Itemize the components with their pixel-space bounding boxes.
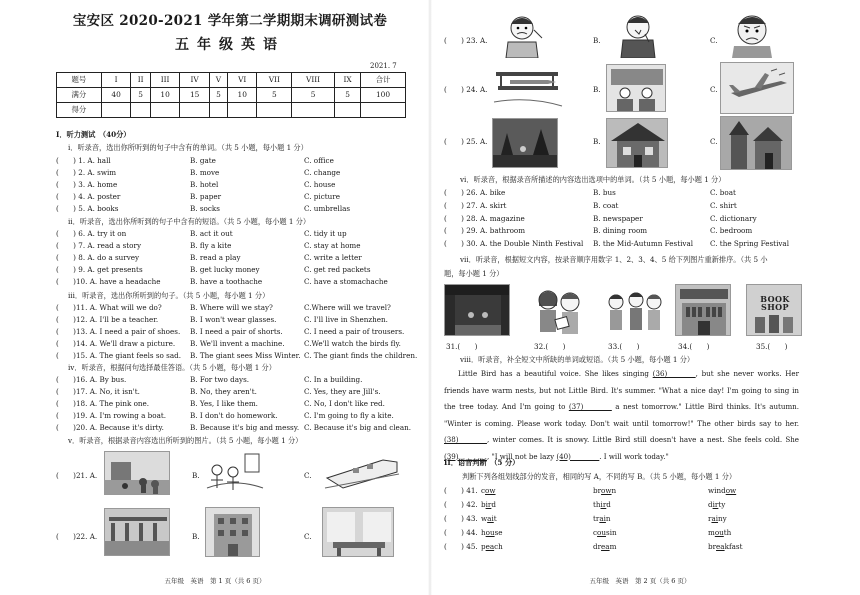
picture-23a-sick-boy [494,12,556,58]
question-option-b[interactable]: B. Where will we stay? [190,303,273,312]
score-input-cell[interactable] [209,103,227,118]
question-option-a[interactable]: ( ) 28. A. magazine [444,213,525,223]
question-option-b[interactable]: B. move [190,168,220,178]
answer-label[interactable]: 35.( ) [756,342,788,351]
question-option-c[interactable]: C. write a letter [304,253,362,263]
question-option-c[interactable]: C. Yes, they are Jill's. [304,387,381,397]
option-label: B. [192,471,200,480]
picture-32-girls [530,284,586,336]
score-cell: 5 [131,88,150,103]
answer-label[interactable]: 31.( ) [446,342,478,351]
score-cell: 5 [335,88,361,103]
option-label: B. [593,85,601,94]
phonics-word-c [708,529,731,537]
score-cell: 5 [292,88,335,103]
question-option-c[interactable]: C. Because it's big and clean. [304,423,412,433]
underlined-letters: ai [711,514,719,523]
word-part: tr [593,514,600,523]
word-part: th [593,500,601,509]
score-cell: I [101,73,131,88]
question-option-a[interactable]: ( )14. A. We'll draw a picture. [56,339,176,349]
option-label: C. [710,85,718,94]
underlined-letters: ea [716,542,725,551]
passage-text: a nest tomorrow." Little Bird thinks. It's autumn. "Winter is coming. Please work today. Don't wait until tomorrow!" The other birds say to her. [444,402,800,428]
question-option-b[interactable]: B. get lucky money [190,265,260,275]
phonics-word-b [593,529,617,537]
question-option-c[interactable]: C. stay at home [304,241,361,251]
question-option-c[interactable]: C. tidy it up [304,229,347,238]
page-footer: 五年级 英语 第 2 页（共 6 页） [589,577,691,585]
word-part: th [723,528,732,537]
word-part: h [481,528,486,537]
picture-21a-playground [104,451,170,495]
score-input-cell[interactable] [131,103,150,118]
score-cell: IX [335,73,361,88]
option-label: C. [710,36,718,45]
question-option-b[interactable]: B. bus [593,188,616,197]
underlined-letters: ai [599,514,606,523]
question-option-b[interactable]: B. the Mid-Autumn Festival [593,239,694,249]
score-cell: 5 [209,88,227,103]
picture-22c-office [322,507,394,557]
phonics-number[interactable]: ( ) 41. [444,486,478,495]
phonics-word-c [708,487,736,495]
question-option-b[interactable]: B. act it out [190,229,233,238]
part-instruction: 判断下列各组划线部分的发音，相同的写 A，不同的写 B。（共 5 小题，每小题 1 分） [462,472,737,481]
answer-label[interactable]: 34.( ) [678,342,710,351]
picture-31-stage [444,284,510,336]
word-part: r [708,514,712,523]
question-number: ( ) 24. A. [444,85,488,94]
question-option-b[interactable]: B. I don't do homework. [190,411,278,421]
question-option-b[interactable]: B. Because it's big and messy. [190,423,300,433]
option-label: B. [593,137,601,146]
question-option-b[interactable]: B. socks [190,204,220,214]
blank-37[interactable]: (37)________ [568,402,612,411]
part-instruction: viii．听录音，补全短文中所缺的单词或短语。（共 5 小题，每小题 1 分） [460,355,695,364]
question-option-c[interactable]: C. office [304,156,334,165]
word-part: d [606,500,611,509]
question-option-c[interactable]: C. change [304,168,341,178]
score-table [56,72,406,118]
question-option-c[interactable]: C. I need a pair of trousers. [304,327,405,337]
score-cell: 满分 [57,88,102,103]
word-part: m [708,528,715,537]
section-heading: I．听力测试 （40分） [56,130,131,139]
phonics-word-a [481,529,503,537]
word-part: br [593,486,602,495]
question-number: ( )22. A. [56,532,98,541]
score-cell: II [131,73,150,88]
part-instruction: iii．听录音，选出你所听到的句子。（共 5 小题，每小题 1 分） [68,291,270,300]
question-number: ( ) 25. A. [444,137,488,146]
picture-23c-angry-boy [722,12,782,58]
phonics-word-c [708,543,742,551]
underlined-letters: ow [485,486,496,495]
question-option-c[interactable]: C. shirt [710,200,737,210]
question-option-a[interactable]: ( )19. A. I'm rowing a boat. [56,411,167,421]
question-option-c[interactable]: C. I'm going to fly a kite. [304,411,394,421]
score-input-cell[interactable] [361,103,406,118]
word-part: kfast [724,542,743,551]
question-option-c[interactable]: C. have a stomachache [304,277,388,287]
question-option-b[interactable]: B. Yes, I like them. [190,399,258,409]
question-option-a[interactable]: ( )11. A. What will we do? [56,303,162,312]
score-cell: 15 [180,88,210,103]
question-option-a[interactable]: ( ) 27. A. skirt [444,200,507,210]
score-input-cell[interactable] [180,103,210,118]
underlined-letters: ea [485,542,495,551]
phonics-number[interactable]: ( ) 45. [444,542,478,551]
question-option-c[interactable]: C. umbrellas [304,204,351,214]
question-option-a[interactable]: ( ) 6. A. try it on [56,229,127,238]
answer-label[interactable]: 32.( ) [534,342,566,351]
question-number: ( ) 23. A. [444,36,488,45]
phonics-word-a [481,487,496,495]
option-label: C. [304,532,312,541]
question-option-a[interactable]: ( ) 29. A. bathroom [444,226,526,236]
part-instruction: v．听录音，根据录音内容选出所听到的图片。（共 5 小题，每小题 1 分） [68,436,303,445]
question-option-b[interactable]: B. We'll invent a machine. [190,339,285,349]
section-heading: II．语音判断 （5 分） [444,458,520,467]
picture-24c-airplane [720,62,794,114]
answer-label[interactable]: 33.( ) [608,342,640,351]
passage-text: , "I will not be lazy [486,451,557,461]
score-cell: 5 [257,88,292,103]
question-option-c[interactable]: C. boat [710,188,736,197]
picture-23b-boy-nose [613,12,663,58]
phonics-word-b [593,487,616,495]
score-input-cell[interactable] [292,103,335,118]
score-input-cell[interactable] [335,103,361,118]
word-part: ny [718,514,727,523]
part-instruction: ii．听录音，选出你所听到的句子中含有的短语。（共 5 小题，每小题 1 分） [68,217,311,226]
underlined-letters: ou [485,528,495,537]
underlined-letters: ai [487,514,494,523]
question-option-b[interactable]: B. have a toothache [190,277,263,287]
word-part: m [609,542,617,551]
phonics-word-a [481,543,503,551]
blank-36[interactable]: (36)________ [652,369,696,378]
underlined-letters: ow [725,486,737,495]
underlined-letters: ir [712,500,719,509]
phonics-number[interactable]: ( ) 44. [444,528,478,537]
question-option-a[interactable]: ( )17. A. No, it isn't. [56,387,140,397]
picture-21c-train [323,448,401,494]
underlined-letters: ir [600,500,607,509]
phonics-number[interactable]: ( ) 42. [444,500,478,509]
picture-22b-building [205,507,260,557]
question-option-a[interactable]: ( ) 8. A. do a survey [56,253,140,263]
question-option-c[interactable]: C. picture [304,192,340,202]
word-part: b [481,500,486,509]
picture-25c-castle [720,116,792,170]
picture-25a-night-trees [492,118,558,168]
score-cell: VII [257,73,292,88]
word-part: p [481,542,486,551]
question-number: ( )21. A. [56,471,98,480]
score-cell: 100 [361,88,406,103]
score-cell: 合计 [361,73,406,88]
score-cell: 40 [101,88,131,103]
question-option-b[interactable]: B. fly a kite [190,241,232,251]
question-option-b[interactable]: B. No, they aren't. [190,387,257,397]
question-option-c[interactable]: C. In a building. [304,375,363,384]
question-option-b[interactable]: B. read a play [190,253,241,263]
word-part: w [481,514,488,523]
option-label: C. [304,471,312,480]
blank-40[interactable]: (40)________ [556,451,600,461]
exam-date: 2021. 7 [370,62,397,70]
score-input-cell[interactable] [101,103,131,118]
phonics-word-b [593,501,611,509]
phonics-number[interactable]: ( ) 43. [444,514,478,523]
option-label: C. [710,137,718,146]
question-option-a[interactable]: ( )18. A. The pink one. [56,399,150,409]
word-part: ty [718,500,726,509]
question-option-a[interactable]: ( ) 3. A. home [56,180,118,190]
question-option-a[interactable]: ( ) 26. A. bike [444,188,506,197]
question-option-c[interactable]: C. The giant finds the children. [304,351,418,361]
question-option-b[interactable]: B. For two days. [190,375,250,384]
picture-21b-children-park [205,448,265,498]
question-option-a[interactable]: ( )13. A. I need a pair of shoes. [56,327,181,337]
question-option-c[interactable]: C.We'll watch the birds fly. [304,339,401,349]
book-shop-sign: BOOK SHOP [760,294,790,313]
score-cell: III [150,73,180,88]
picture-35-book-sign [746,284,802,336]
question-option-b[interactable]: B. The giant sees Miss Winter. [190,351,301,361]
phonics-word-c [708,501,725,509]
word-part: t [493,514,497,523]
score-input-cell[interactable] [257,103,292,118]
question-option-a[interactable]: ( )12. A. I'll be a teacher. [56,315,159,325]
blank-38[interactable]: (38)________ [444,435,487,444]
word-part: d [491,500,496,509]
underlined-letters: ir [485,500,492,509]
score-cell: IV [180,73,210,88]
word-part: dr [593,542,602,551]
score-table-max-row [57,88,406,103]
question-option-a[interactable]: ( ) 9. A. get presents [56,265,143,275]
question-option-a[interactable]: ( ) 7. A. read a story [56,241,142,251]
question-option-a[interactable]: ( ) 2. A. swim [56,168,117,178]
score-cell: 题号 [57,73,102,88]
question-option-b[interactable]: B. hotel [190,180,219,190]
passage-text: Little Bird has a beautiful voice. She likes singing [458,369,653,378]
underlined-letters: ou [714,528,724,537]
question-option-b[interactable]: B. I need a pair of shorts. [190,327,283,337]
word-part: c [481,486,486,495]
exam-title: 宝安区 2020-2021 学年第二学期期末调研测试卷 [72,13,388,29]
score-table-header-row [57,73,406,88]
underlined-letters: ou [597,528,606,537]
passage-text: , but she never works. Her friends have warm nests, but not Little Bird. It's summer. "What a nice day! I'm going to sing in the tree today. And I'm going to [444,369,799,411]
phonics-word-b [593,515,611,523]
question-option-c[interactable]: C. dictionary [710,213,757,223]
picture-25b-house [606,118,668,168]
part-instruction: vii．听录音，根据短文内容，按录音顺序用数字 1、2、3、4、5 给下列图片重新排序。（共 5 小 [460,255,768,264]
exam-subtitle: 五年级英语 [175,37,285,53]
question-option-b[interactable]: B. gate [190,156,216,165]
question-option-c[interactable]: C. bedroom [710,226,753,236]
score-cell: 得分 [57,103,102,118]
score-table-score-row [57,103,406,118]
phonics-word-a [481,515,497,523]
part-instruction: 题，每小题 1 分） [444,269,504,278]
word-part: d [708,500,713,509]
part-instruction: vi．听录音，根据录音所描述的内容选出选项中的单词。（共 5 小题，每小题 1 分） [460,175,726,184]
score-input-cell[interactable] [227,103,257,118]
page-footer: 五年级 英语 第 1 页（共 6 页） [164,577,266,585]
passage-text: . I will work today." [599,451,669,461]
passage [444,366,799,465]
question-option-a[interactable]: ( ) 1. A. hall [56,156,111,165]
word-part: ch [494,542,503,551]
picture-34-bookshop [675,284,731,336]
part-instruction: i．听录音，选出你所听到的句子中含有的单词。（共 5 小题，每小题 1 分） [68,143,308,152]
question-option-a[interactable]: ( )15. A. The giant feels so sad. [56,351,182,361]
question-option-c[interactable]: C. the Spring Festival [710,239,790,249]
passage-text: , winter comes. It is snowy. Little Bird still doesn't have a nest. She feels cold. She [486,435,799,444]
question-option-a[interactable]: ( )16. A. By bus. [56,375,127,384]
phonics-word-b [593,543,616,551]
option-label: B. [593,36,601,45]
question-option-b[interactable]: B. dining room [593,226,648,236]
question-option-b[interactable]: B. coat [593,200,619,210]
question-option-a[interactable]: ( ) 5. A. books [56,204,119,214]
underlined-letters: ea [601,542,610,551]
question-option-c[interactable]: C.Where will we travel? [304,303,391,312]
score-cell: VI [227,73,257,88]
question-option-c[interactable]: C. No, I don't like red. [304,399,385,409]
question-option-a[interactable]: ( ) 4. A. poster [56,192,121,202]
score-cell: VIII [292,73,335,88]
blank-39[interactable]: (39)________ [444,451,487,461]
score-cell: V [209,73,227,88]
word-part: n [605,514,611,523]
score-cell: 10 [150,88,180,103]
picture-24b-classroom [606,64,666,112]
question-option-b[interactable]: B. paper [190,192,222,202]
question-option-c[interactable]: C. get red packets [304,265,371,275]
picture-33-children [602,284,668,336]
word-part: sin [606,528,617,537]
question-option-a[interactable]: ( )20. A. Because it's dirty. [56,423,164,433]
word-part: br [708,542,717,551]
question-option-c[interactable]: C. house [304,180,336,190]
phonics-word-c [708,515,727,523]
word-part: se [494,528,503,537]
word-part: n [611,486,617,495]
word-part: c [593,528,598,537]
score-cell: 10 [227,88,257,103]
question-option-a[interactable]: ( ) 30. A. the Double Ninth Festival [444,239,584,249]
word-part: wind [708,486,726,495]
underlined-letters: ow [601,486,612,495]
question-option-a[interactable]: ( )10. A. have a headache [56,277,161,287]
question-option-c[interactable]: C. I'll live in Shenzhen. [304,315,388,325]
picture-22a-hall [104,508,170,556]
question-option-b[interactable]: B. I won't wear glasses. [190,315,277,325]
picture-24a-plane [490,62,566,114]
option-label: B. [192,532,200,541]
score-input-cell[interactable] [150,103,180,118]
part-instruction: iv．听录音，根据问句选择最佳答语。（共 5 小题，每小题 1 分） [68,363,276,372]
question-option-b[interactable]: B. newspaper [593,213,643,223]
phonics-word-a [481,501,496,509]
